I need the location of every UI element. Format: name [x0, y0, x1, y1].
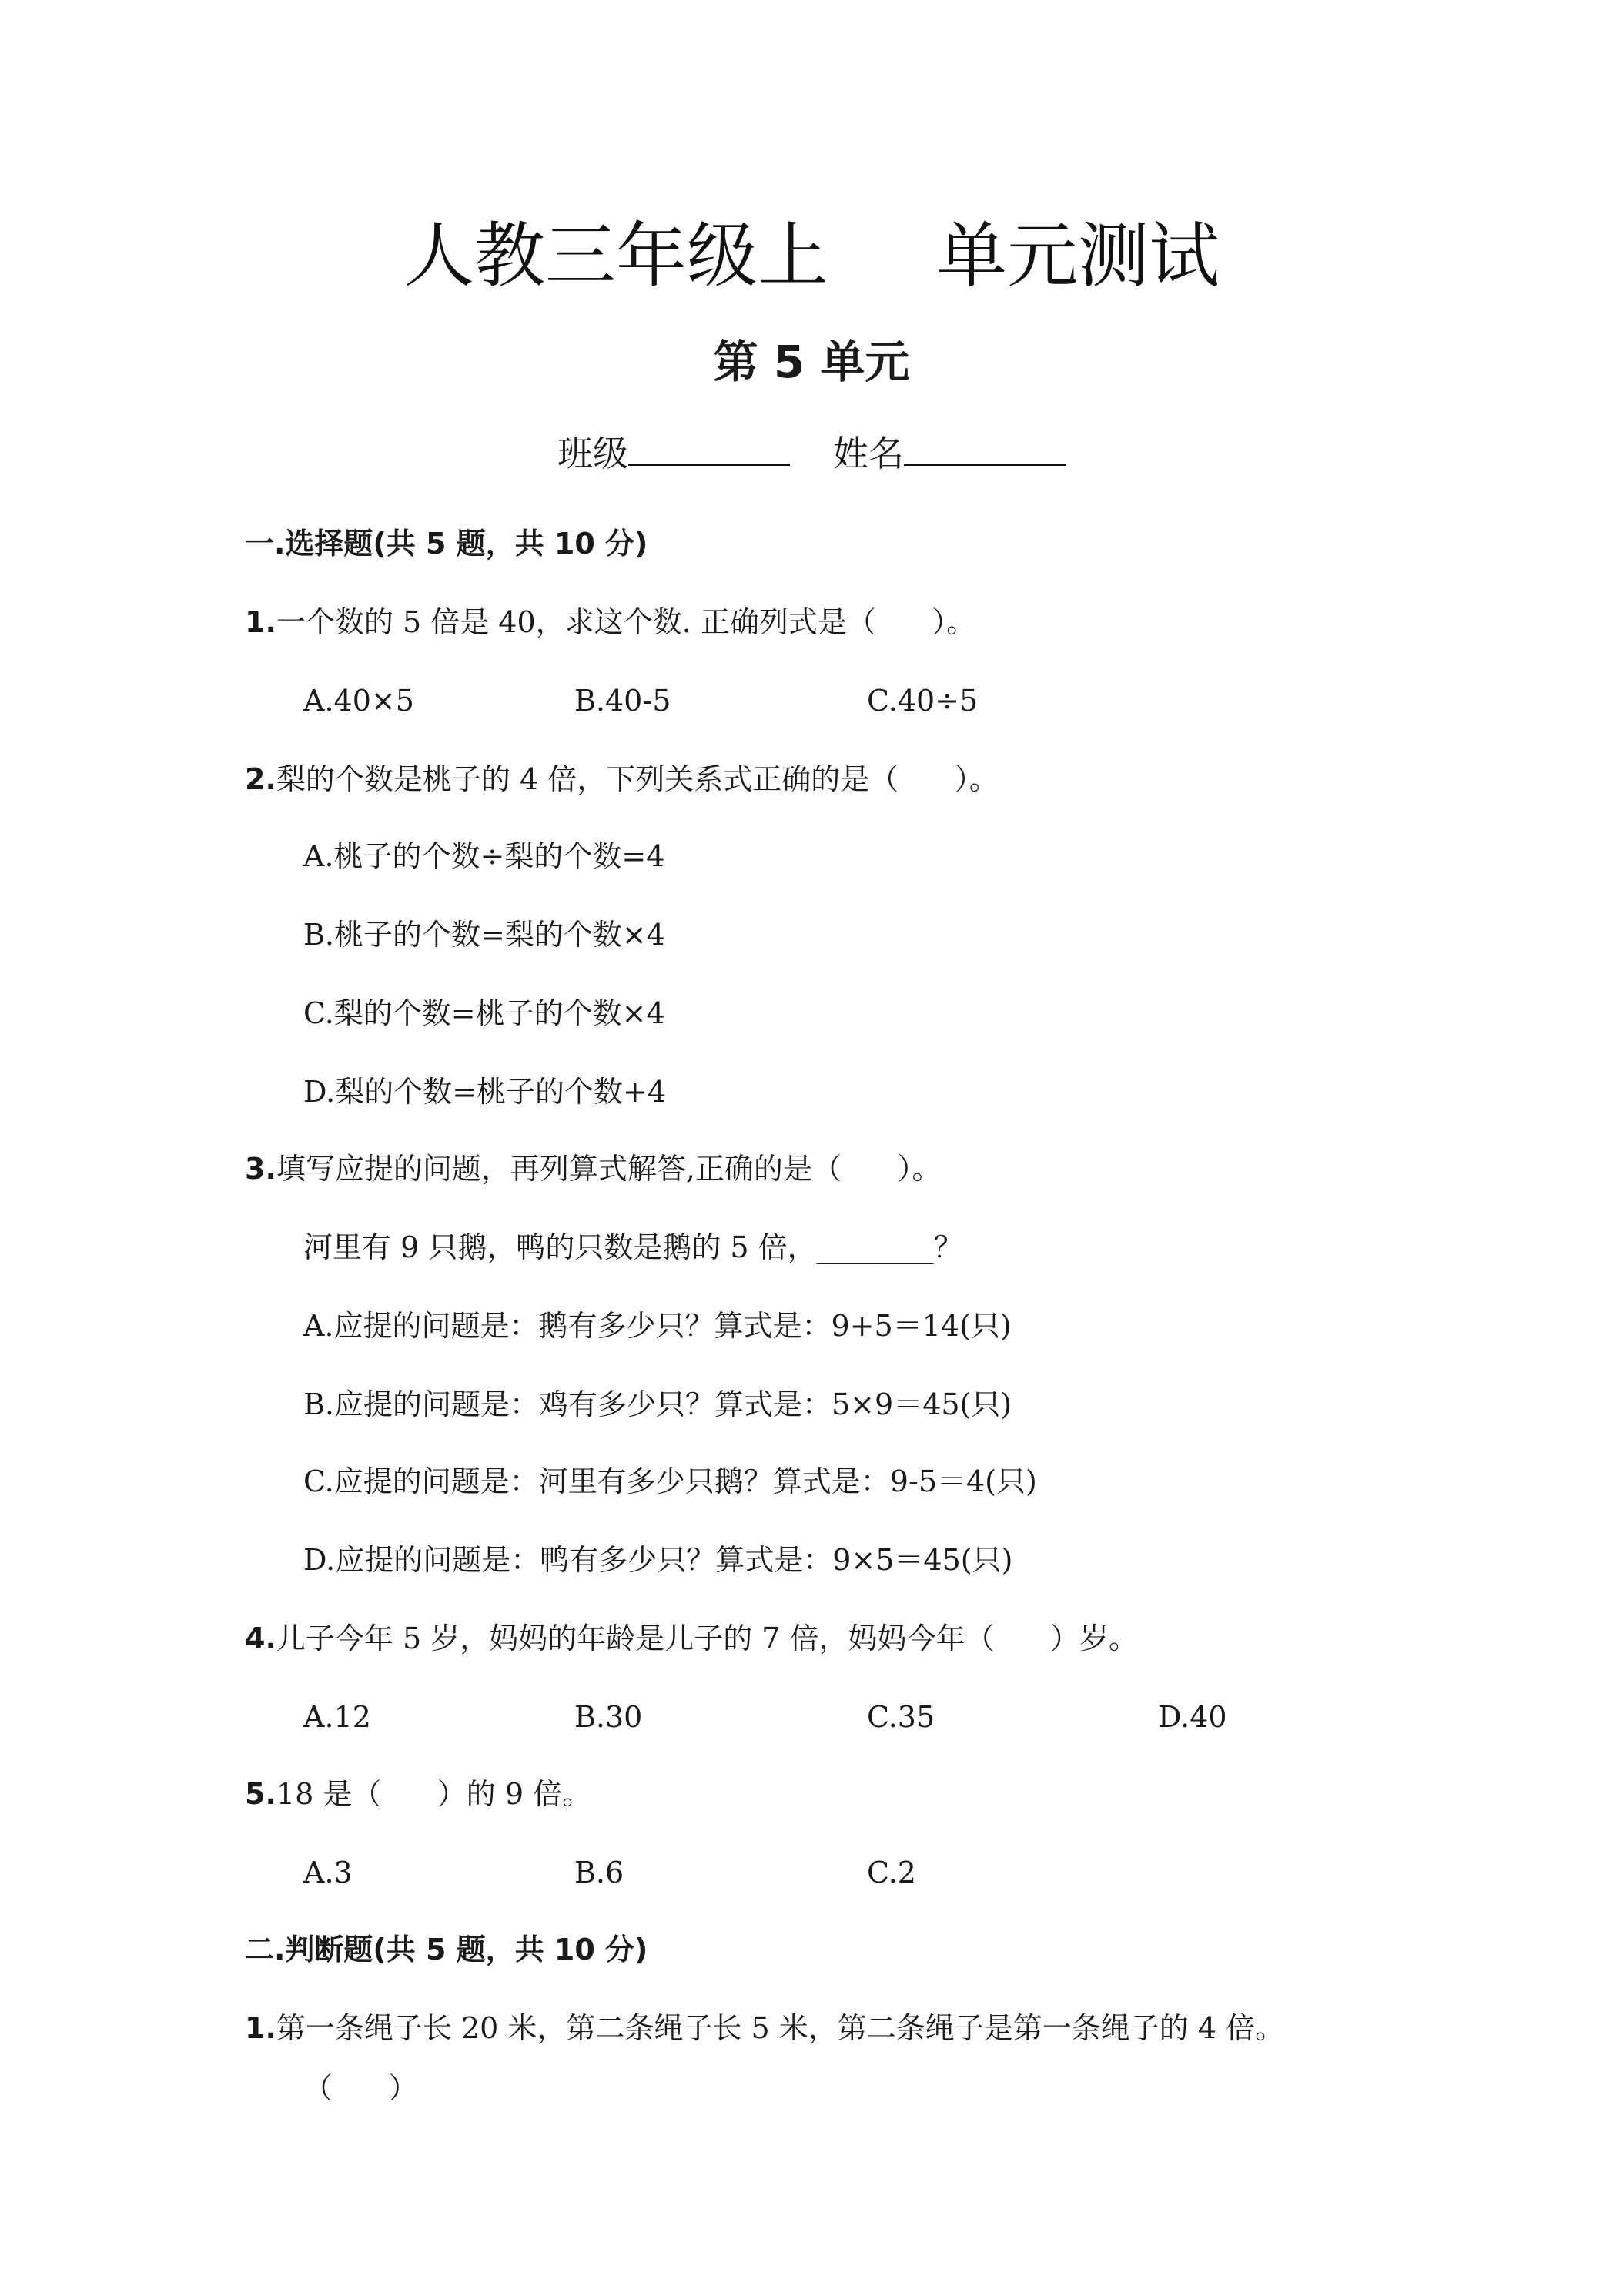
judgement-question-1 — [245, 2008, 1284, 2048]
option-c: C.40÷5 — [867, 684, 979, 718]
option-a: A.40×5 — [303, 684, 414, 718]
option-a: A.3 — [303, 1856, 353, 1889]
question-text: 填写应提的问题，再列算式解答,正确的是（ ）。 — [276, 1152, 942, 1186]
option-c: C.2 — [867, 1856, 916, 1889]
question-stem: 河里有 9 只鹅，鸭的只数是鹅的 5 倍，________？ — [303, 1230, 963, 1264]
name-label: 姓名 — [833, 433, 904, 474]
option-b: B.6 — [574, 1856, 624, 1889]
question-1 — [245, 602, 975, 642]
unit-heading: 第 5 单元 — [713, 336, 910, 388]
option-a: A.12 — [303, 1700, 371, 1734]
question-text: 梨的个数是桃子的 4 倍，下列关系式正确的是（ ）。 — [276, 762, 999, 796]
option-d: D.梨的个数=桃子的个数+4 — [303, 1075, 667, 1109]
student-info — [0, 428, 1623, 478]
question-text: 一个数的 5 倍是 40，求这个数. 正确列式是（ ）。 — [276, 605, 976, 639]
option-b: B.应提的问题是：鸡有多少只？算式是：5×9＝45(只) — [303, 1387, 1012, 1421]
question-number: 4. — [245, 1622, 276, 1655]
option-b: B.30 — [574, 1700, 643, 1734]
option-c: C.应提的问题是：河里有多少只鹅？算式是：9-5＝4(只) — [303, 1464, 1037, 1498]
question-3 — [245, 1149, 941, 1189]
option-a: A.应提的问题是：鹅有多少只？算式是：9+5＝14(只) — [303, 1309, 1012, 1343]
question-text: 18 是（ ）的 9 倍。 — [276, 1777, 592, 1811]
option-d: D.40 — [1158, 1700, 1227, 1734]
option-c: C.35 — [867, 1700, 935, 1734]
option-c: C.梨的个数=桃子的个数×4 — [303, 996, 665, 1030]
option-d: D.应提的问题是：鸭有多少只？算式是：9×5＝45(只) — [303, 1543, 1013, 1577]
option-a: A.桃子的个数÷梨的个数=4 — [303, 839, 665, 873]
title-left: 人教三年级上 — [403, 215, 828, 297]
question-number: 3. — [245, 1152, 276, 1186]
option-b: B.40-5 — [574, 684, 671, 718]
question-text: 第一条绳子长 20 米，第二条绳子长 5 米，第二条绳子是第一条绳子的 4 倍。 — [276, 2011, 1285, 2045]
question-number: 1. — [245, 605, 276, 639]
question-number: 2. — [245, 762, 276, 796]
section-title-judgement: 二.判断题(共 5 题，共 10 分) — [245, 1933, 648, 1966]
page-title — [0, 214, 1623, 299]
class-label: 班级 — [557, 433, 628, 474]
question-number: 5. — [245, 1777, 276, 1811]
question-2 — [245, 759, 999, 799]
title-right: 单元测试 — [936, 215, 1220, 297]
question-text: 儿子今年 5 岁，妈妈的年龄是儿子的 7 倍，妈妈今年（ ）岁。 — [276, 1622, 1139, 1655]
answer-blank[interactable]: （ ） — [303, 2071, 418, 2105]
question-number: 1. — [245, 2011, 276, 2045]
option-b: B.桃子的个数=梨的个数×4 — [303, 918, 665, 952]
class-blank[interactable] — [628, 428, 790, 466]
question-5 — [245, 1774, 591, 1814]
question-4 — [245, 1618, 1138, 1658]
section-title-choice: 一.选择题(共 5 题，共 10 分) — [245, 527, 648, 561]
name-blank[interactable] — [904, 428, 1066, 466]
